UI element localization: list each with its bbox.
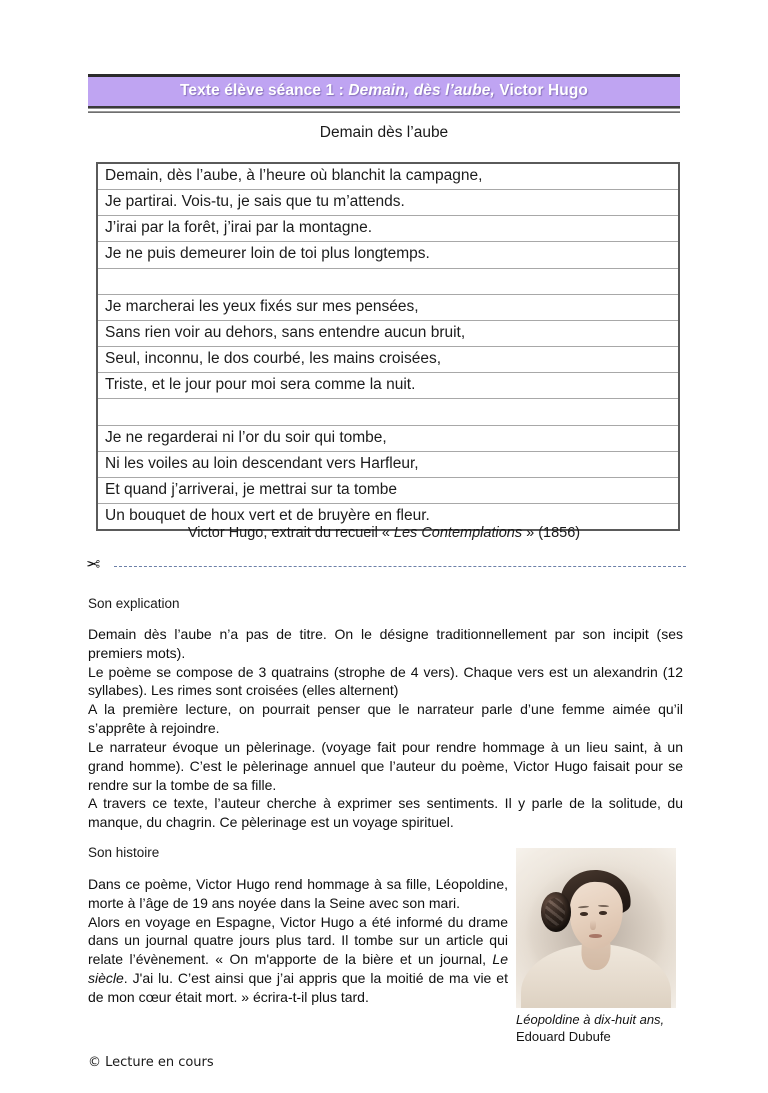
explication-paragraph: A travers ce texte, l’auteur cherche à exprimer ses sentiments. Il y parle de la solitude, du manque, du chagrin. Ce pèlerinage est un voyage spirituel. [88,795,683,831]
poem-line: Sans rien voir au dehors, sans entendre aucun bruit, [97,320,679,346]
histoire-paragraph: Dans ce poème, Victor Hugo rend hommage à sa fille, Léopoldine, morte à l’âge de 19 ans noyée dans la Seine avec son mari. [88,876,508,911]
table-row [97,216,679,242]
portrait-caption-artist: Edouard Dubufe [516,1028,611,1044]
leopoldine-portrait-image [516,848,676,1008]
poem-line: Seul, inconnu, le dos courbé, les mains croisées, [97,347,679,373]
table-row [97,451,679,477]
dashed-cut-line [114,566,686,567]
portrait-caption [516,1012,678,1046]
attribution-work-title: Les Contemplations [393,525,523,541]
table-row [97,294,679,320]
banner-title-suffix: Victor Hugo [494,82,588,99]
poem-line: Un bouquet de houx vert et de bruyère en fleur. [97,504,679,531]
table-row [97,163,679,190]
poem-line: Demain, dès l’aube, à l’heure où blanchit la campagne, [97,163,679,190]
table-row-spacer [97,399,679,425]
cut-here-divider [86,556,686,573]
portrait-figure [516,848,678,1046]
table-row [97,242,679,268]
poem-attribution [0,525,768,541]
portrait-caption-title: Léopoldine à dix-huit ans, [516,1012,665,1027]
footer-copyright: © Lecture en cours [88,1055,214,1070]
histoire-text-part-1: Alors en voyage en Espagne, Victor Hugo a été informé du drame dans un journal quatre jours plus tard. Il tombe sur un article qui relate l’évènement. « On m'apporte de la bière et un journal, [88,913,508,968]
banner-title-prefix: Texte élève séance 1 : [180,82,349,99]
explication-paragraph: Le narrateur évoque un pèlerinage. (voyage fait pour rendre hommage à un lieu saint, à un grand homme). C’est le pèlerinage annuel que l’auteur du poème, Victor Hugo faisait pour se rendre sur la tombe de sa fille. [88,738,683,793]
table-row [97,347,679,373]
attribution-prefix: Victor Hugo, extrait du recueil « [187,525,394,541]
explication-paragraph: A la première lecture, on pourrait penser que le narrateur parle d’une femme aimée qu’il s’apprête à rejoindre. [88,701,683,737]
table-row [97,425,679,451]
portrait-eye-right [599,911,607,915]
histoire-text-part-2: . J'ai lu. C’est ainsi que j’ai appris que la moitié de ma vie et de mon cœur était mort. » écrira-t-il plus tard. [88,970,508,1005]
banner-title-work: Demain, dès l’aube, [348,82,495,99]
poem-line: Et quand j’arriverai, je mettrai sur ta tombe [97,477,679,503]
table-row [97,477,679,503]
banner-title [180,82,588,99]
banner-rule-lower [88,111,680,113]
histoire-heading: Son histoire [88,845,160,860]
portrait-mouth [589,934,602,938]
poem-line: Je ne puis demeurer loin de toi plus longtemps. [97,242,679,268]
explication-paragraph: Le poème se compose de 3 quatrains (strophe de 4 vers). Chaque vers est un alexandrin (12 syllabes). Les rimes sont croisées (elles alternent) [88,663,683,699]
portrait-hair-bun [541,892,571,932]
poem-table-body [97,163,679,530]
poem-stanza-spacer [97,399,679,425]
poem-stanza-spacer [97,268,679,294]
poem-line: J’irai par la forêt, j’irai par la montagne. [97,216,679,242]
poem-line: Je ne regarderai ni l’or du soir qui tombe, [97,425,679,451]
explication-heading: Son explication [88,596,180,611]
table-row [97,320,679,346]
table-row [97,373,679,399]
poem-line: Je partirai. Vois-tu, je sais que tu m’attends. [97,190,679,216]
poem-line: Triste, et le jour pour moi sera comme la nuit. [97,373,679,399]
explication-body [88,625,683,832]
attribution-suffix: » (1856) [522,525,581,541]
portrait-eye-left [580,912,588,916]
explication-paragraph: Demain dès l’aube n’a pas de titre. On le désigne traditionnellement par son incipit (ses premiers mots). [88,626,683,661]
histoire-newspaper-title: Le siècle [88,951,508,987]
table-row [97,190,679,216]
poem-table [96,162,680,531]
poem-line: Ni les voiles au loin descendant vers Harfleur, [97,451,679,477]
histoire-paragraph [88,913,508,1007]
header-banner [88,74,680,113]
scissors-icon: ✂ [86,555,101,574]
banner-bar [88,74,680,106]
table-row-spacer [97,268,679,294]
poem-line: Je marcherai les yeux fixés sur mes pensées, [97,294,679,320]
portrait-nose [590,920,596,930]
poem-title: Demain dès l’aube [319,124,449,141]
histoire-body [88,875,508,1007]
